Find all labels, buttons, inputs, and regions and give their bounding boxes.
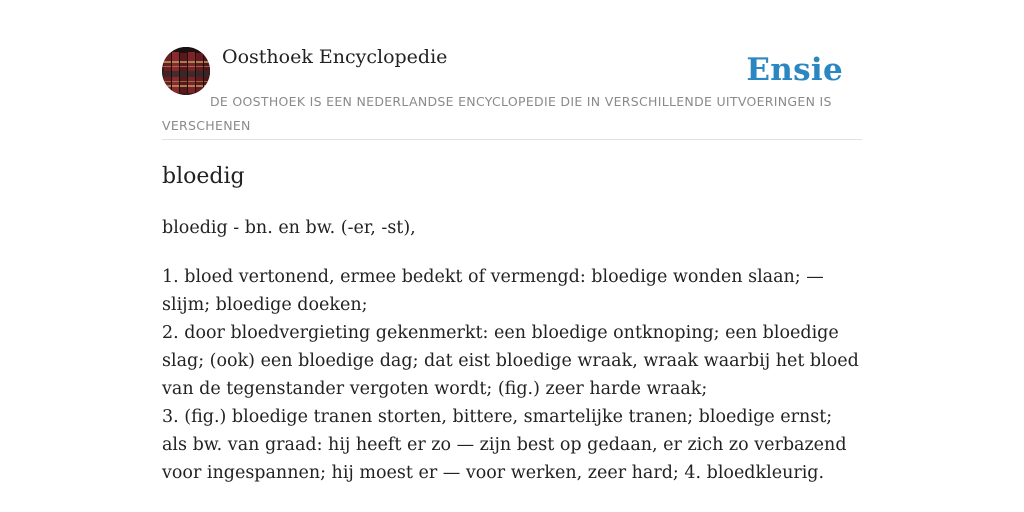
- site-tagline: DE OOSTHOEK IS EEN NEDERLANDSE ENCYCLOPEDIE DIE IN VERSCHILLENDE UITVOERINGEN IS VERSCHENEN: [162, 94, 832, 133]
- site-name[interactable]: Oosthoek Encyclopedie: [222, 46, 448, 68]
- definition-item: 2. door bloedvergieting gekenmerkt: een bloedige ontknoping; een bloedige slag; (ook) een bloedige dag; dat eist bloedige wraak, wraak waarbij het bloed van de tegenstander vergoten wordt; (fig.) zeer harde wraak;: [162, 323, 859, 399]
- book-spines-icon[interactable]: [162, 47, 210, 95]
- definition-item: 1. bloed vertonend, ermee bedekt of vermengd: bloedige wonden slaan; — slijm; bloedige doeken;: [162, 267, 824, 315]
- definition-item: 3. (fig.) bloedige tranen storten, bittere, smartelijke tranen; bloedige ernst; als bw. van graad: hij heeft er zo — zijn best op gedaan, er zich zo verbazend voor ingespannen; hij moest er — voor werken, zeer hard; 4. bloedkleurig.: [162, 407, 847, 483]
- entry-definitions: [162, 263, 862, 487]
- entry-lead: bloedig - bn. en bw. (-er, -st),: [162, 218, 416, 238]
- entry-title: bloedig: [162, 164, 245, 189]
- brand-logo[interactable]: Ensie: [746, 52, 843, 88]
- header: [162, 0, 862, 140]
- entry-card: [162, 0, 862, 483]
